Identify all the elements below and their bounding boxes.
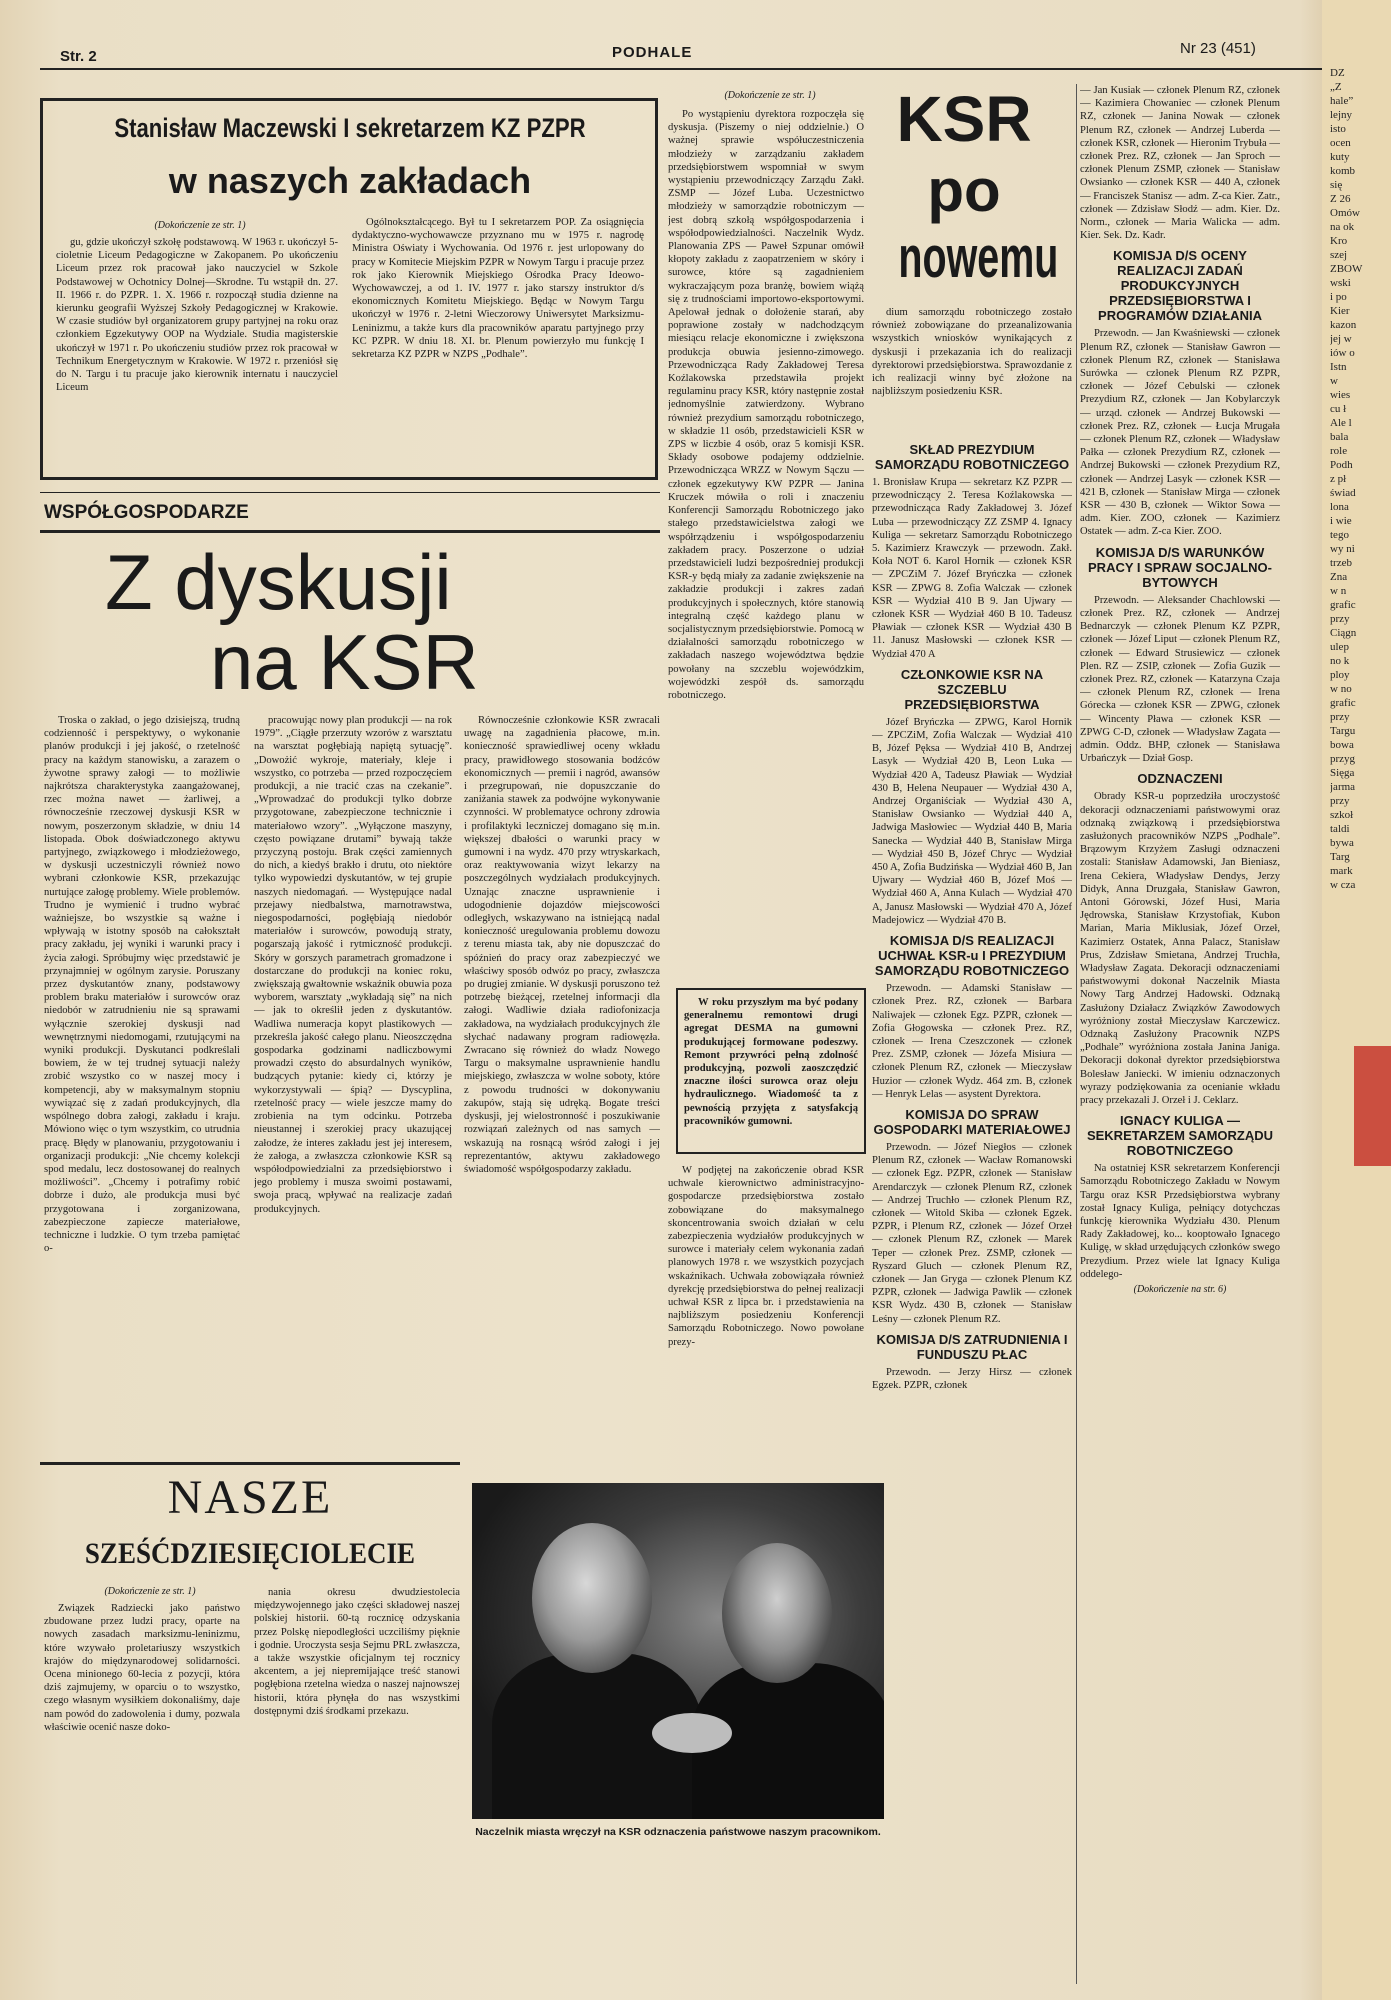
kuliga-continuation: (Dokończenie na str. 6) (1133, 1284, 1227, 1296)
ksr-headline-1: KSR (896, 83, 1032, 155)
adjacent-page-line: Kro (1330, 235, 1348, 247)
ksr-headline-3: nowemu (898, 225, 1059, 290)
ksr-resolution-col: W podjętej na zakończenie obrad KSR uchwale kierownictwo administracyjno-gospodarcze przedsiębiorstwa zostało zobowiązane do maksymalnego skoncentrowania swoich działań w celu zabezpieczenia wydziałów produkcyjnych w surowce i materiały celem wykonania zadań planowych 1978 r. we wszystkich pozycjach wskaźnikach. Uchwała zobowiązała również dyrekcję przedsiębiorstwa do pełnej realizacji uchwał KSR z lipca br. i przedstawienia na najbliższym posiedzeniu Konferencji Samorządu Robotniczego. Nowo powołane prezy- (668, 1165, 864, 1348)
maczewski-col2: Ogólnokształcącego. Był tu I sekretarzem POP. Za osiągnięcia dydaktyczno-wychowawcze przyznano mu w 1975 r. nagrodę Ministra Oświaty i Wychowania. Od 1976 r. jest urlopowany do pracy w Komitecie Miejskim PZPR w Nowym Targu i pracuje przez rok jako Kierownik Miejskiego Ośrodka Pracy Ideowo-Wychowawczej, a od 1. IV. 1977 r. jako starszy instruktor d/s ekonomicznych Komitetu Miejskiego. Będąc w Nowym Targu ukończył w 1976 r. 2-letni Wieczorowy Uniwersytet Marksizmu-Leninizmu, a także kurs dla pracowników aparatu partyjnego przy KC PZPR. W dniu 18. XI. br. Plenum powierzyło mu funkcję I sekretarza KZ PZPR w NZPS „Podhale”. (352, 217, 644, 361)
masthead-title: PODHALE (612, 44, 693, 61)
adjacent-page-line: w no (1330, 683, 1352, 695)
adjacent-page-line: lona (1330, 501, 1349, 513)
adjacent-page-line: role (1330, 445, 1348, 457)
nasze-rule (40, 1462, 460, 1465)
header-rule (40, 68, 1330, 70)
adjacent-page-line: w (1330, 375, 1338, 387)
commission2-list: Przewodn. — Józef Niegłos — członek Plenum RZ, członek — Wacław Romanowski — członek Egz. PZPR, członek — Stanisław Arendarczyk — członek Plenum RZ, członek — Andrzej Truchło — członek Plenum RZ, członek — Witold Skiba — członek Egzek. PZPR, i Plenum RZ, członek — Józef Orzeł — członek Plenum RZ, członek — Marek Teper — członek Prez. ZSMP, członek — Ryszard Gluch — członek Plenum RZ, członek — Jan Gryga — członek Plenum KZ PZPR, członek — Jadwiga Pawlik — członek KSR Wydz. 430 B, członek — Stanisław Leśny — członek Plenum RZ. (872, 1141, 1072, 1325)
adjacent-page-line: Istn (1330, 361, 1347, 373)
adjacent-page-text (1330, 66, 1390, 1966)
adjacent-page-line: lejny (1330, 109, 1352, 121)
adjacent-page-line: mark (1330, 865, 1353, 877)
ksr-intro-col: dium samorządu robotniczego zostało również zobowiązane do przeanalizowania wszystkich wniosków wynikających z dyskusji i przekazania ich do realizacji dyrektorowi przedsiębiorstwa. Sprawozdanie z ich realizacji winny być złożone na najbliższym posiedzeniu KSR. (872, 307, 1072, 398)
nasze-subheadline: SZEŚĆDZIESIĘCIOLECIE (84, 1537, 416, 1570)
maczewski-headline: Stanisław Maczewski I sekretarzem KZ PZPR (114, 113, 586, 143)
adjacent-page-line: jej w (1330, 333, 1352, 345)
adjacent-page-line: w n (1330, 585, 1347, 597)
kuliga-heading: IGNACY KULIGA — SEKRETARZEM SAMORZĄDU ROBOTNICZEGO (1086, 1113, 1274, 1159)
kuliga-text: Na ostatniej KSR sekretarzem Konferencji Samorządu Robotniczego Zakładu w Nowym Targu oraz KSR Przedsiębiorstwa wybrany został Ignacy Kuliga, pełniący dotychczas funkcję kierownika Wydziału 430. Plenum Rady Zakładowej, ko... kooptowało Ignacego Kuligę, w skład urzędujących członków swego Prezydium. Przez wiele lat Ignacy Kuliga oddelego- (1080, 1163, 1280, 1280)
column-rule (1076, 84, 1077, 1984)
red-mark (1354, 1046, 1391, 1166)
adjacent-page-line: przy (1330, 795, 1350, 807)
adjacent-page-line: z pł (1330, 473, 1347, 485)
adjacent-page-line: ulep (1330, 641, 1349, 653)
adjacent-page-line: ocen (1330, 137, 1351, 149)
award-photo (472, 1483, 884, 1819)
mid-continuation-note: (Dokończenie ze str. 1) (724, 90, 816, 101)
adjacent-page-line: i po (1330, 291, 1347, 303)
maczewski-col1: gu, gdzie ukończył szkołę podstawową. W 1963 r. ukończył 5-cioletnie Liceum Pedagogiczne w Zakopanem. Po ukończeniu Liceum przez rok pracował jako nauczyciel w Szkole Podstawowej w Ochotnicy Dolnej—Skrodne. Tu wstąpił dn. 27. II. 1966 r. do PZPR. 1. X. 1966 r. rozpoczął studia dzienne na kierunku geografii Wyższej Szkoły Pedagogicznej w Krakowie. W czasie studiów był organizatorem grupy partyjnej na roku oraz członkiem Egzekutywy OOP na Wydziale. Studia magisterskie ukończył w 1971 r. Po ukończeniu studiów przez rok pracował w Technikum Energetycznym w Krakowie. W 1972 r. przeniósł się do N. Targu i tu pracuje jako kierownik internatu i nauczyciel Liceum (56, 237, 338, 394)
adjacent-page-line: cu ł (1330, 403, 1347, 415)
commission1-heading: KOMISJA D/S REALIZACJI UCHWAŁ KSR-u I PREZYDIUM SAMORZĄDU ROBOTNICZEGO (874, 933, 1070, 979)
adjacent-page-line: Zna (1330, 571, 1348, 583)
adjacent-page-line: w cza (1330, 879, 1356, 891)
adjacent-page-line: tego (1330, 529, 1349, 541)
adjacent-page-line: ploy (1330, 669, 1350, 681)
adjacent-page-line: Ale l (1330, 417, 1352, 429)
commission2-heading: KOMISJA DO SPRAW GOSPODARKI MATERIAŁOWEJ (873, 1106, 1071, 1137)
adjacent-page-line: Podh (1330, 459, 1353, 471)
adjacent-page-line: Omów (1330, 207, 1360, 219)
adjacent-page-line: DZ (1330, 67, 1345, 79)
commission4-heading: KOMISJA D/S OCENY REALIZACJI ZADAŃ PRODUKCYJNYCH PRZEDSIĘBIORSTWA I PROGRAMÓW DZIAŁANIA (1098, 248, 1262, 324)
adjacent-page-line: kazon (1330, 319, 1357, 331)
issue-number: Nr 23 (451) (1180, 40, 1256, 57)
adjacent-page-line: iów o (1330, 347, 1355, 359)
adjacent-page-line: grafic (1330, 599, 1356, 611)
adjacent-page-line: wies (1330, 389, 1351, 401)
presidium-heading: SKŁAD PREZYDIUM SAMORZĄDU ROBOTNICZEGO (874, 442, 1070, 472)
dyskusja-col3: Równocześnie członkowie KSR zwracali uwagę na zagadnienia płacowe, m.in. konieczność sprawiedliwej oceny wkładu pracy, prawidłowego stosowania bodźców ekonomicznych — premii i nagród, awansów i przegrupowań, nie dopuszczanie do zaniżania stawek za podwójne wykonywanie czynności. W problematyce ochrony zdrowia i profilaktyki leczniczej domagano się m.in. większej dbałości o warunki pracy w gumowni i na wydz. 470 przy wtryskarkach, oraz reaktywowania wizyt lekarzy na poszczególnych wydziałach produkcyjnych. Uznając znaczne usprawnienie i udogodnienie dojazdów miejscowości odległych, wskazywano na istniejącą nadal konieczność uregulowania problemu dowozu z terenu miasta tak, aby nie dopuszczać do spóźnień do pracy oraz zabezpieczyć we właściwy sposób odwóz po pracy, zwłaszcza po drugiej zmianie. W dyskusji poruszono też potrzebę bieżącej, rzetelnej informacji dla załogi. Wadliwie działa radiofonizacja zakładowa, na wydziałach produkcyjnych źle słychać nadawany program radiowęzła. Zwracano się również do władz Nowego Targu o maksymalne usprawnienie handlu miejskiego, zwłaszcza w wolne soboty, które z powodu trudności w dokonywaniu zakupów, stają się udręką. Bogate treści dyskusji, jej wielostronność i poszukiwanie rozwiązań zależnych od nas samych — wskazują na rosnącą wśród załogi i jej reprezentantów, aktywu zakładowego świadomość współgospodarzy zakładu. (464, 715, 660, 1175)
decorated-text: Obrady KSR-u poprzedziła uroczystość dekoracji odznaczeniami państwowymi oraz odznaką związkową i przedsiębiorstwa zasłużonych pracowników NZPS „Podhale”. Brązowym Krzyżem Zasługi odznaczeni zostali: Stanisław Adamowski, Jan Bieniasz, Irena Cekiera, Władysław Dendys, Jerzy Didyk, Anna Druzgała, Stanisław Gawron, Antoni Górowski, Józef Husi, Maria Jędrowska, Stanisław Krzystofiak, Kubon Marian, Maria Miklusiak, Józef Orzeł, Kazimierz Ostatek, Anna Palacz, Stanisław Prus, Zdzisław Smietana, Andrzej Truchła, Władysław Zagata. Dekoracji odznaczeniami państwowymi dokonał Naczelnik Miasta Nowy Targ Andrzej Hadowski. Odznaką Zasłużony Działacz Związków Zawodowych wyróżniony został Mieczysław Karczewicz. Odznaką Zasłużony Pracownik NZPS „Podhale” wyróżniona została Janina Janiga. Dekoracji dokonał dyrektor przedsiębiorstwa Bolesław Janiecki. W imieniu odznaczonych wyrazy podziękowania za ocenianie wkładu pracy przekazali J. Orzeł i J. Ceklarz. (1080, 791, 1280, 1106)
nasze-col2: nania okresu dwudziestolecia międzywojennego jako części składowej naszej polskiej historii. 60-tą rocznicę odzyskania przez Polskę niepodległości uczciliśmy pięknie i godnie. Uroczysta sesja Sejmu PRL zwłaszcza, a także wszystkie oficjalnym tej rocznicy akcentem, a jej niepremijające treść stanowi pogłębiona rzetelna wiedza o naszej najnowszej historii, która płynęła do nas wszystkimi dostępnymi dziś środkami przekazu. (254, 1587, 460, 1717)
adjacent-page-line: szej (1330, 249, 1348, 261)
dyskusja-headline-1: Z dyskusji (105, 538, 452, 626)
adjacent-page-line: taldi (1330, 823, 1350, 835)
adjacent-page-line: Sięga (1330, 767, 1355, 779)
adjacent-page-line: komb (1330, 165, 1356, 177)
commission1-list: Przewodn. — Adamski Stanisław — członek Prez. RZ, członek — Barbara Naliwajek — członek Egz. PZPR, członek — Zofia Głogowska — członek Prez. RZ, członek — Irena Czeszczonek — członek Prez. ZSMP, członek — Józefa Misiura — członek Plenum RZ, członek — Mieczysław Huzior — członek Wydz. 464 zm. B, członek — Henryk Lelas — asystent Dyrektora. (872, 983, 1072, 1100)
adjacent-page-line: się (1330, 179, 1343, 191)
section-label: WSPÓŁGOSPODARZE (44, 502, 249, 523)
adjacent-page-line: ZBOW (1330, 263, 1363, 275)
adjacent-page-line: wy ni (1330, 543, 1355, 555)
ksr-main-col: Po wystąpieniu dyrektora rozpoczęła się dyskusja. (Piszemy o niej oddzielnie.) O ważnej sprawie współuczestniczenia młodzieży w zarządzaniu zakładem przedsiębiorstwem wspomniał w swym wystąpieniu przewodniczący Zarządu Zakł. ZSMP — Józef Luba. Uczestnictwo młodzieży w samorządzie robotniczym — jest dobrą szkołą współgospodarzenia i współodpowiedzialności. Naczelnik Wydz. Planowania ZPS — Paweł Szpunar omówił kłopoty zakładu z zaopatrzeniem w skóry i surowce, które są zagadnieniem wykraczającym poza branżę, bowiem wiążą się z trudnościami importowo-eksportowymi. Apelował jednak o dołożenie starań, aby poprawione zostały w nadchodzącym miesiącu relacje ekonomiczne i zwiększona produkcja obuwia jesienno-zimowego. Przewodnicząca Rady Zakładowej Teresa Koźlakowska przedstawiła projekt regulaminu pracy KSR, który następnie został jednomyślnie zatwierdzony. Wybrano również prezydium samorządu robotniczego, w składzie 11 osób, przedstawicieli KSR w ZPS w liczbie 4 osób, oraz 5 komisji KSR. Składy osobowe podajemy oddzielnie. Przewodnicząca WRZZ w Nowym Sączu — członek egzekutywy KW PZPR — Janina Kruczek mówiła o roli i znaczeniu Konferencji Samorządu Robotniczego jako stałego przedstawicielstwa załogi we współrządzeniu i współgospodarzeniu zakładem pracy. Poszerzone o udział przedstawicieli ludzi bezpośredniej produkcji KSR-y będą miały za zadanie zwiększenie na zakładzie produkcji i zakres zadań produkcyjnych i społecznych, które stanowią integralną część każdego planu w socjalistycznym przedsiębiorstwie. Pomocą w działalności samorządu robotniczego w zakładach naszego województwa będzie powołany na szczeblu wojewódzkim, wojewódzki zespół ds. samorządu robotniczego. (668, 109, 864, 701)
ksr-lists-col (872, 436, 1072, 1996)
dyskusja-col2: pracowując nowy plan produkcji — na rok 1979”. „Ciągłe przerzuty wzorów z warsztatu na warsztat pogłębiają napiętą sytuację”. „Dowożić wykroje, materiały, kleje i wszystko, co potrzeba — przed rozpoczęciem produkcji, a nie tracić czas na czekanie”. „Wprowadzać do produkcji tylko dobrze przygotowane, zabezpieczone technicznie i materiałowo wzory”. „Wyłączone maszyny, często powiązane drutami” bywają także przyczyną postoju. Brak części zamiennych do nich, a kiedyś brakło i drutu, oto niektóre tylko wypowiedzi dyskutantów, w tej grupie naszych niedomagań. — Występujące nadal przejawy niedbalstwa, marnotrawstwa, niegospodarności, pogłębiają niedobór materiałów i surowców, powodują straty, pogarszają jakość i rytmiczność produkcji. Skóry w gorszych parametrach gromadzone i dostarczane do produkcji na koniec roku, zwiększają gwałtownie wskaźnik obuwia poza wyborem, warsztaty „wykładają się” na nich — jak to określił jeden z dyskutantów. Wadliwa numeracja kopyt plastikowych — przekreśla jakość całego planu. Nieoszczędna gospodarka godzinami nadliczbowymi prowadzi często do absurdalnych wyników, budzących pytanie: kiedy ci, którzy je wykorzystywali — śpią? — Dyscyplina, rzetelność pracy — wiele jeszcze mamy do zrobienia na tym odcinku. Potrzeba nieustannej i szerokiej pracy ukazującej załodze, że interes zakładu jest jej interesem, że załoga, a zwłaszcza członkowie KSR są współodpowiedzialni za przedsiębiorstwo i jego problemy i musza swoimi postawami, swoja pracą, wpływać na realizacje zadań produkcyjnych. (254, 715, 452, 1215)
adjacent-page-line: bala (1330, 431, 1349, 443)
desma-boxed-note: W roku przyszłym ma być podany generalnemu remontowi drugi agregat DESMA na gumowni produkującej formowane podeszwy. Remont przywróci pełną zdolność produkcyjną, pozwoli zaoszczędzić znaczne ilości surowca oraz oleju hydraulicznego. Wiadomość ta z pewnością przyjęta z satysfakcją pracowników gumowni. (676, 988, 866, 1154)
adjacent-page-line: grafic (1330, 697, 1356, 709)
adjacent-page-line: przyg (1330, 753, 1356, 765)
dyskusja-headline-2: na KSR (210, 618, 479, 706)
commission3-list: Przewodn. — Jerzy Hirsz — członek Egzek. PZPR, członek (872, 1366, 1072, 1391)
adjacent-page-line: „Z (1330, 81, 1342, 93)
adjacent-page-line: Kier (1330, 305, 1350, 317)
ksr-headline-2: po (927, 157, 1001, 224)
adjacent-page-line: kuty (1330, 151, 1350, 163)
commission3-members: — Jan Kusiak — członek Plenum RZ, członek — Kazimiera Chowaniec — członek Plenum RZ, członek — Janina Nowak — członek Plenum RZ, członek — Andrzej Luberda — członek KSR, członek — Hieronim Trybuła — członek Prez. RZ, członek — Jan Sproch — członek Plenum ZSMP, członek — Stanisław Owsianko — członek KSR — 440 A, członek — Franciszek Stanisz — adm. Z-ca Kier. Zatr., członek — Zdzisław Słodź — adm. Kier. Dz. Norm., członek — Maria Walicka — adm. Kier. Sek. Dz. Kadr. (1080, 85, 1280, 242)
commission3-heading: KOMISJA D/S ZATRUDNIENIA I FUNDUSZU PŁAC (876, 1331, 1068, 1362)
dyskusja-col1: Troska o zakład, o jego dzisiejszą, trudną codzienność i perspektywy, o wykonanie planów produkcji i jej jakość, o rzetelność pracy na każdym stanowisku, a zarazem o żywotne sprawy załogi — to możliwie najkrótsza charakterystyka zaangażowanej, rzec można nawet — żarliwej, a równocześnie rzeczowej dyskusji KSR w nowym, poszerzonym składzie, w dniu 14 listopada. Obok doświadczonego aktywu partyjnego, związkowego i młodzieżowego, w dyskusji uczestniczyli również nowo wybrani członkowie KSR, przekazując nurtujące załogę problemy. Wiele problemów. Trudno je wymienić i trudno wybrać ważniejsze, bo wszystkie są ważne i wpływają w istotny sposób na całokształt pracy zakładu, jej wyniki i warunki pracy i życia załogi. Spróbujmy więc przedstawić je przynajmniej w ogólnym zarysie. Poruszany przez dyskutantów znany, podstawowy problem braku materiałów i surowców oraz niedobór w zatrudnieniu nie są sprawami wyłącznie szerokiej dyskusji nad wewnętrznymi niedomogami, rzutującymi na wyniki produkcji. Dyskutanci podkreślali bowiem, że w tej trudnej sytuacji należy zrobić wszystko co w naszej mocy i kompetencji, aby w maksymalnym stopniu wywiązać się z zadań produkcyjnych, dla wspólnego dobra załogi, zakładu i kraju. Mówiono więc o tym wszystkim, co utrudnia pracę. Błędy w planowaniu, przygotowaniu i organizacji produkcji: „Nie chcemy kolekcji spod medalu, lecz dostosowanej do realnych możliwości”. „Chcemy i potrafimy robić dobrze i dużo, ale produkcja musi być przygotowana i zorganizowana, zabezpieczone zapiecze materiałowe, techniczne i ludzkie. O tym trzeba pamiętać o- (44, 715, 240, 1255)
adjacent-page-line: świad (1330, 487, 1356, 499)
adjacent-page-line: trzeb (1330, 557, 1352, 569)
adjacent-page-line: przy (1330, 711, 1350, 723)
page-number: Str. 2 (60, 48, 97, 65)
photo-caption: Naczelnik miasta wręczył na KSR odznaczenia państwowe naszym pracownikom. (475, 1826, 881, 1838)
commission5-list: Przewodn. — Aleksander Chachlowski — członek Prez. RZ, członek — Andrzej Bednarczyk — członek Plenum KZ PZPR, członek — Józef Liput — członek Plenum RZ, członek — Edward Strusiewicz — członek Plen. RZ — ZSIP, członek — Zofia Guzik — członek Prez. RZ, członek — Katarzyna Czaja — członek Plenum RZ, członek — Irena Górecka — członek KSR — ZPWG, członek — Wincenty Pławа — członek KSR — ZPWG C-D, członek — Władysław Zagata — admin. Oddz. BHP, członek — Stanisława Urbańczyk — Dział Gosp. (1080, 594, 1280, 765)
section-rule (40, 492, 660, 493)
right-col (1080, 84, 1280, 1984)
nasze-headline: NASZE (167, 1471, 333, 1524)
adjacent-page-line: bywa (1330, 837, 1354, 849)
nasze-continuation: (Dokończenie ze str. 1) (104, 1586, 196, 1597)
presidium-list: 1. Bronisław Krupa — sekretarz KZ PZPR — przewodniczący 2. Teresa Koźlakowska — przewodnicząca Rady Zakładowej 3. Józef Luba — przewodniczący ZZ ZSMP 4. Ignacy Kuliga — sekretarz Samorządu Robotniczego 5. Kazimierz Krawczyk — przewodn. Zakł. Koła NOT 6. Karol Hornik — członek KSR — ZPCZiM 7. Józef Bryńczka — członek KSR — ZPWG 8. Zofia Walczak — członek KSR — Wydział 410 B 9. Jan Ujwary — członek KSR — Wydział 460 B 10. Tadeusz Pławiak — członek KSR — Wydział 430 B 11. Janusz Masłowski — członek KSR — Wydział 470 A (872, 477, 1072, 660)
adjacent-page-line: i wie (1330, 515, 1352, 527)
decorated-heading: ODZNACZENI (1137, 771, 1223, 787)
adjacent-page-line: Targ (1330, 851, 1350, 863)
members-list: Józef Bryńczka — ZPWG, Karol Hornik — ZPCZiM, Zofia Walczak — Wydział 410 B, Józef Pęksa — Wydział 410 B, Andrzej Lasyk — Wydział 420 B, Leon Luka — Wydział 420 A, Tadeusz Pławiak — Wydział 430 B, Helena Neupauer — Wydział 430 A, Andrzej Organiściak — Wydział 430 A, Stanisław Owsianko — Wydział 440 A, Jadwiga Masłowiec — Wydział 440 B, Maria Sanecka — Wydział 440 B, Stanisław Mirga — Wydział 450 B, Józef Chryc — Wydział 450 A, Zofia Budzińska — Wydział 460 B, Jan Ujwary — Wydział 460 B, Józef Moś — Wydział 460 A, Anna Kulach — Wydział 470 A, Janusz Masłowski — Wydział 470 A, Józef Madejowicz — Wydział 470 B. (872, 716, 1072, 926)
members-heading: CZŁONKOWIE KSR NA SZCZEBLU PRZEDSIĘBIORSTWA (900, 666, 1044, 712)
adjacent-page-line: Targu (1330, 725, 1356, 737)
adjacent-page-line: Ciągn (1330, 627, 1357, 639)
adjacent-page-line: na ok (1330, 221, 1355, 233)
commission5-heading: KOMISJA D/S WARUNKÓW PRACY I SPRAW SOCJALNO-BYTOWYCH (1088, 544, 1272, 590)
adjacent-page-line: isto (1330, 123, 1346, 135)
adjacent-page-line: Z 26 (1330, 193, 1351, 205)
adjacent-page-line: no k (1330, 655, 1350, 667)
adjacent-page-line: hale” (1330, 95, 1354, 107)
maczewski-subheadline: w naszych zakładach (168, 160, 532, 201)
adjacent-page-line: bowa (1330, 739, 1354, 751)
adjacent-page-line: jarma (1330, 781, 1356, 793)
adjacent-page-line: szkoł (1330, 809, 1354, 821)
commission4-list: Przewodn. — Jan Kwaśniewski — członek Plenum RZ, członek — Stanisław Gawron — członek Plenum RZ, członek — Stanisława Surówka — członek Plenum RZ PZPR, członek — Józef Cebulski — członek Prezydium RZ, członek — Jan Kobylarczyk — urząd. członek — Andrzej Bukowski — członek Prez. RZ, członek — Łucja Mrugała — członek Plenum RZ, członek — Władysław Pałka — członek Prezydium RZ, członek — Andrzej Bukowski — członek Prezydium RZ, członek — Andrzej Lasyk — członek KSR — 421 B, członek — Stanisław Mirga — członek KSR — 430 B, członek — Wiktor Sowa — adm. Kier. ZOO, członek — Kazimierz Ostatek — adm. Z-ca Kier. ZOO. (1080, 328, 1280, 538)
adjacent-page-line: przy (1330, 613, 1350, 625)
section-rule-thick (40, 530, 660, 533)
nasze-col1: Związek Radziecki jako państwo zbudowane przez ludzi pracy, oparte na nowych zasadach marksizmu-leninizmu, które wzywało proletariuszy wszystkich krajów do międzynarodowej solidarności. Ocena minionego 60-lecia z pozycji, która dziś zajmujemy, w oparciu o to wszystko, czego własnym wysiłkiem dokonaliśmy, daje nam powód do zadowolenia i dumy, pozwala właściwie ocenić nasze doko- (44, 1603, 240, 1733)
adjacent-page-line: wski (1330, 277, 1351, 289)
continuation-note: (Dokończenie ze str. 1) (154, 220, 246, 231)
